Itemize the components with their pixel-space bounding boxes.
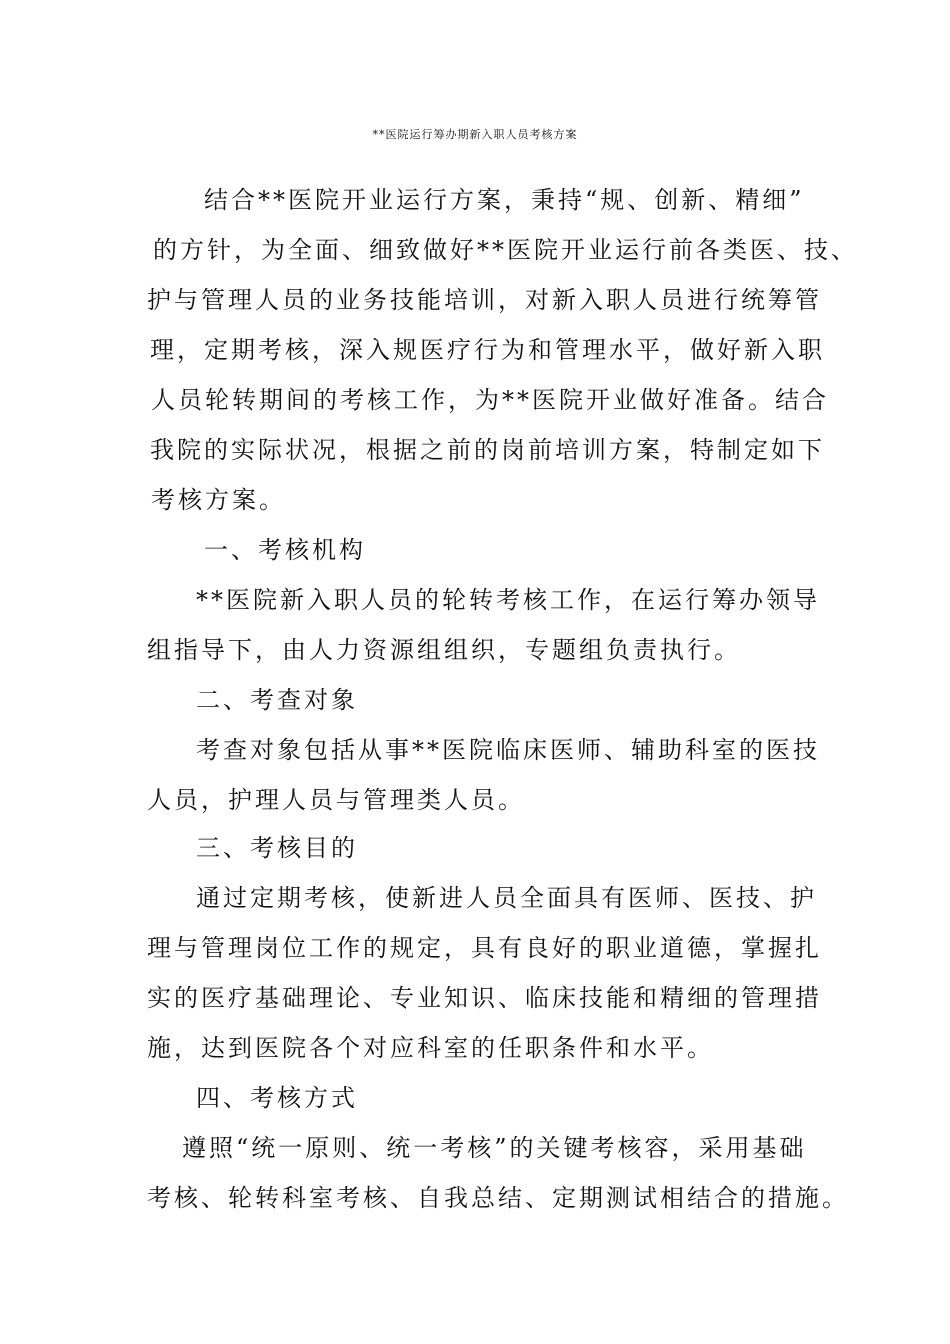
section-heading: 一、考核机构 <box>204 536 366 564</box>
paragraph-line: **医院新入职人员的轮转考核工作，在运行筹办领导 <box>196 586 820 614</box>
paragraph-line: 遵照“统一原则、统一考核”的关键考核容，采用基础 <box>182 1134 807 1162</box>
paragraph-line: 实的医疗基础理论、专业知识、临床技能和精细的管理措 <box>147 984 822 1012</box>
paragraph-line: 考核方案。 <box>151 486 286 514</box>
paragraph-line: 施，达到医院各个对应科室的任职条件和水平。 <box>147 1034 714 1062</box>
paragraph-line: 我院的实际状况，根据之前的岗前培训方案，特制定如下 <box>150 436 825 464</box>
paragraph-line: 考查对象包括从事**医院临床医师、辅助科室的医技 <box>196 736 820 764</box>
paragraph-line: 护与管理人员的业务技能培训，对新入职人员进行统筹管 <box>147 286 822 314</box>
paragraph-line: 结合**医院开业运行方案，秉持“规、创新、精细” <box>204 186 805 214</box>
paragraph-line: 通过定期考核，使新进人员全面具有医师、医技、护 <box>196 884 817 912</box>
section-heading: 三、考核目的 <box>196 834 358 862</box>
paragraph-line: 人员轮转期间的考核工作，为**医院开业做好准备。结合 <box>151 386 829 414</box>
paragraph-line: 人员，护理人员与管理类人员。 <box>147 786 525 814</box>
paragraph-line: 理，定期考核，深入规医疗行为和管理水平，做好新入职 <box>150 336 825 364</box>
paragraph-line: 组指导下，由人力资源组组织，专题组负责执行。 <box>147 636 741 664</box>
section-heading: 二、考查对象 <box>196 686 358 714</box>
document-title: **医院运行筹办期新入职人员考核方案 <box>372 128 578 141</box>
paragraph-line: 理与管理岗位工作的规定，具有良好的职业道德，掌握扎 <box>147 934 822 962</box>
section-heading: 四、考核方式 <box>196 1084 358 1112</box>
paragraph-line: 考核、轮转科室考核、自我总结、定期测试相结合的措施。 <box>147 1184 849 1212</box>
paragraph-line: 的方针，为全面、细致做好**医院开业运行前各类医、技、 <box>153 236 858 264</box>
